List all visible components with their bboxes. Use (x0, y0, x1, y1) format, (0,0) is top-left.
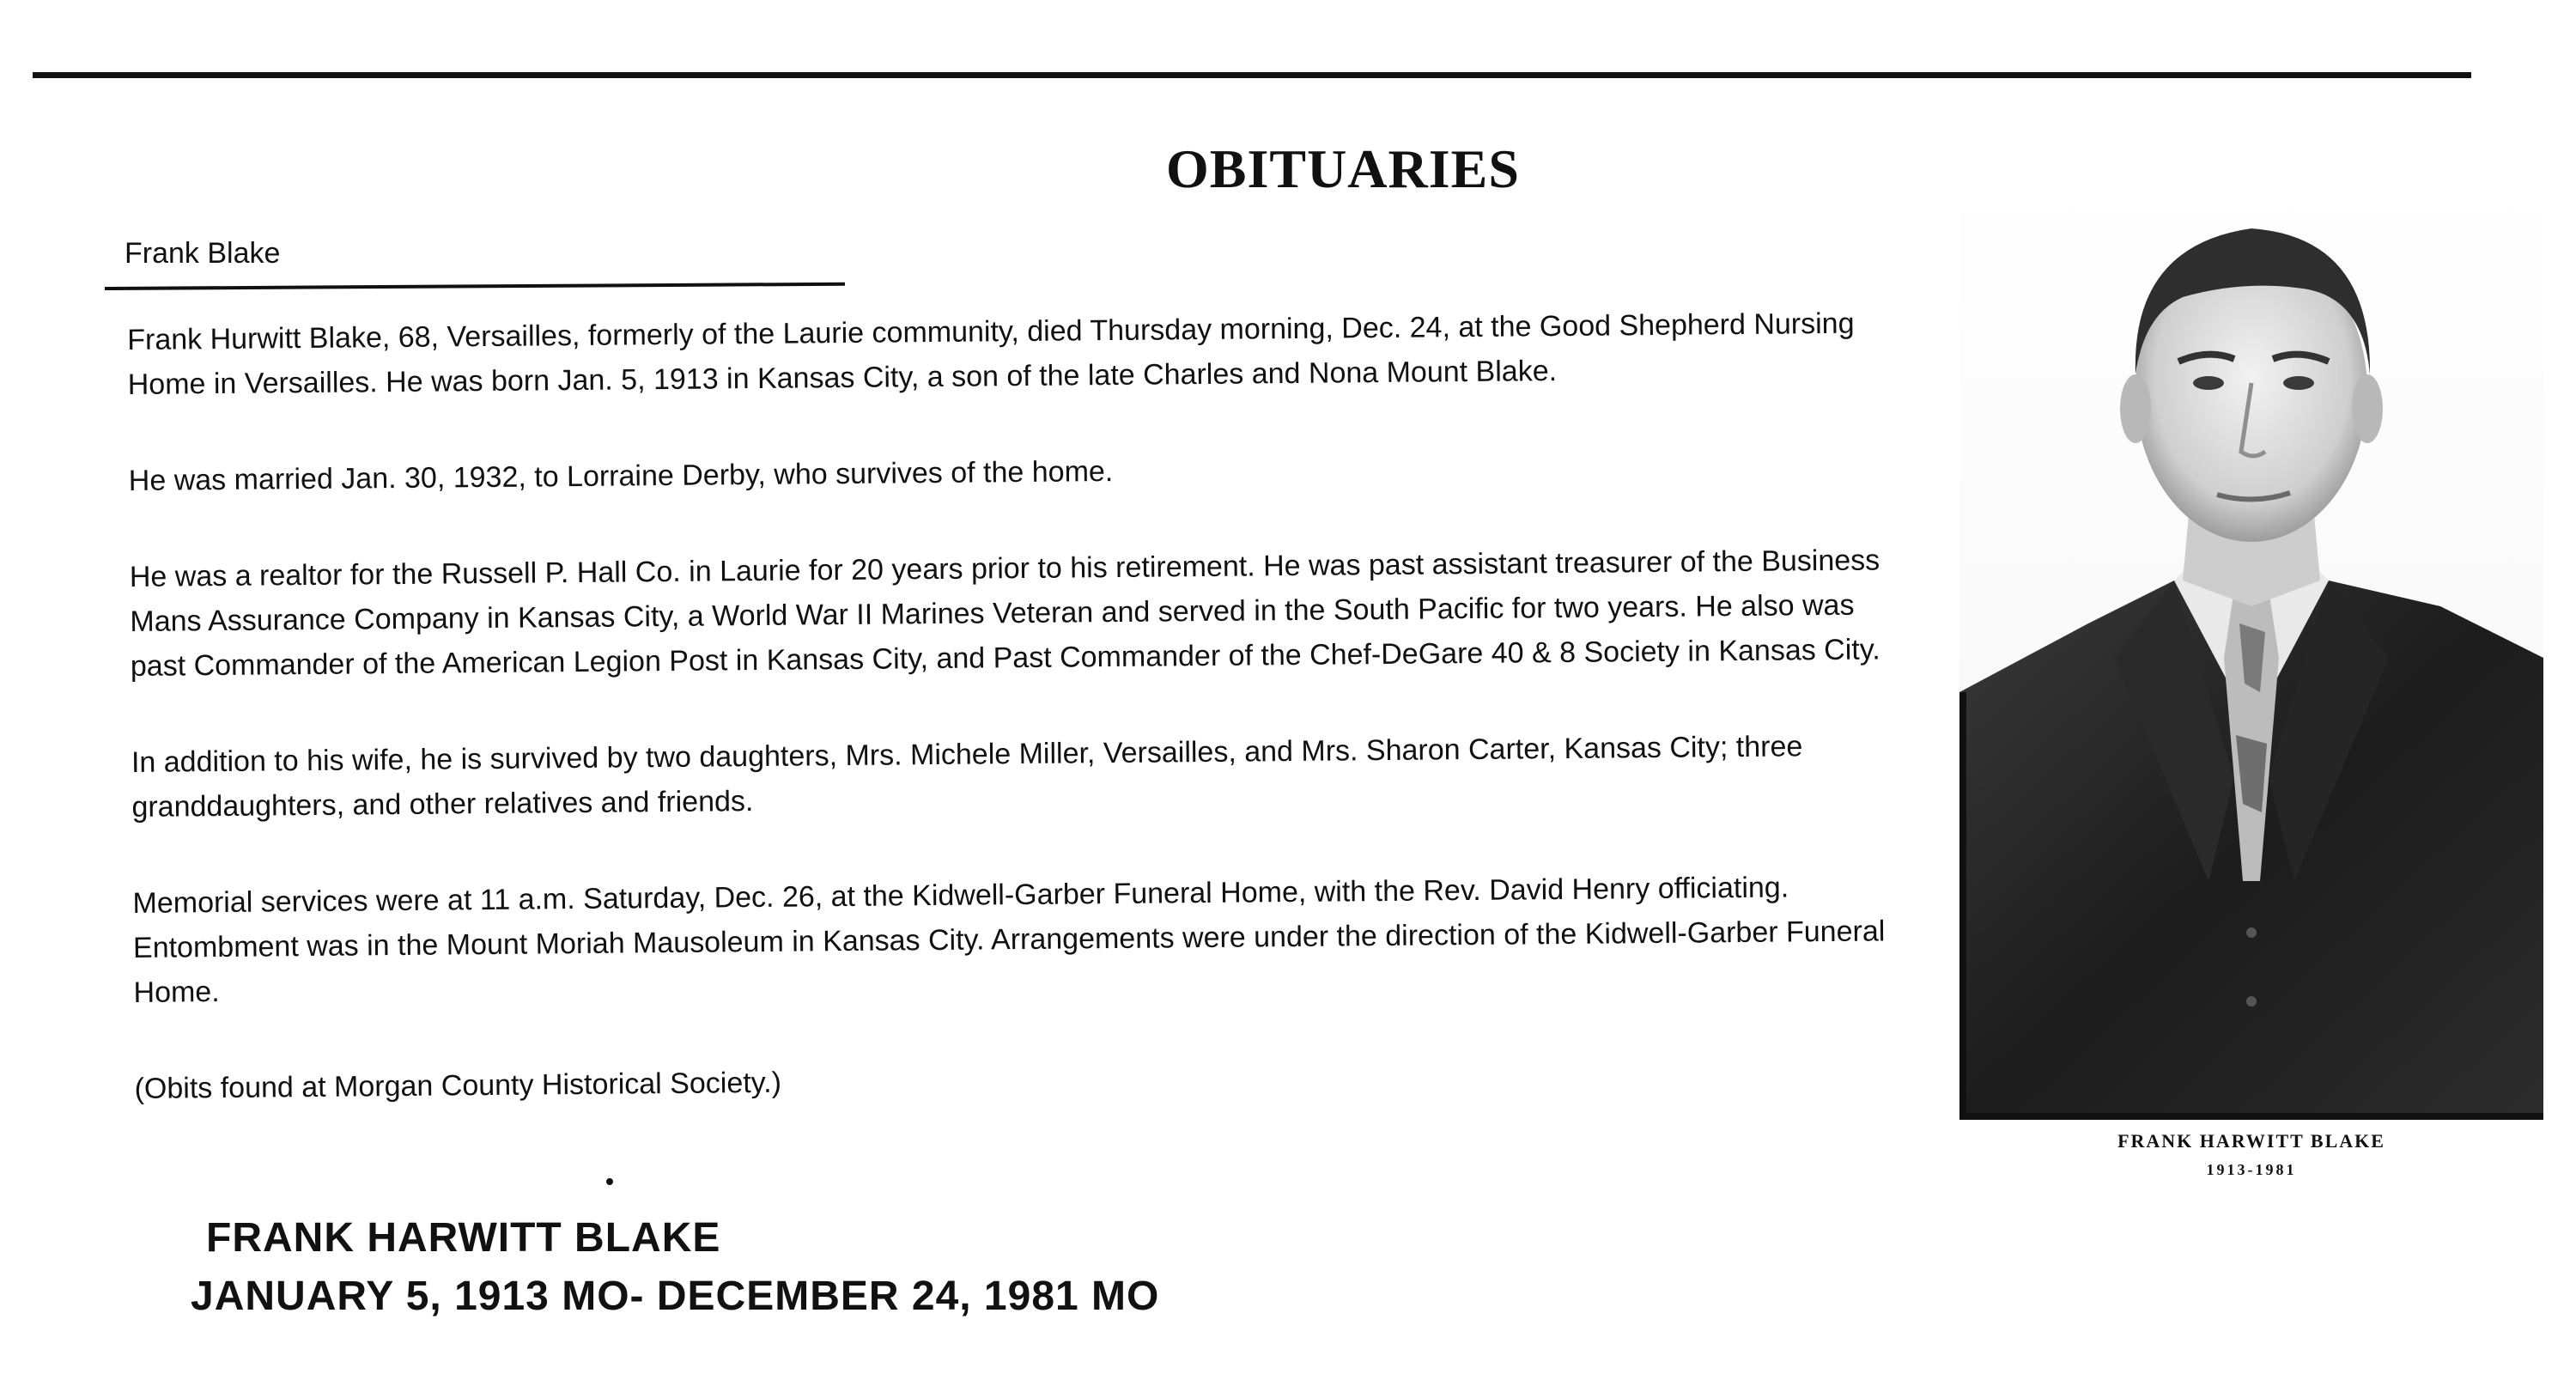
paragraph-biography: Frank Hurwitt Blake, 68, Versailles, formerly of the Laurie community, died Thursday morning, Dec. 24, at the Good Shepherd Nursing Home in Versailles. He was born Jan. 5, 1913 in Kansas City, a son of the late Charles and Nona Mount Blake. (127, 307, 1855, 401)
paragraph-marriage: He was married Jan. 30, 1932, to Lorraine Derby, who survives of the home. (128, 454, 1114, 497)
obituary-name-label: Frank Blake (125, 237, 281, 270)
top-rule (33, 72, 2471, 78)
obituary-body (127, 301, 1895, 1163)
paragraph-survivors: In addition to his wife, he is survived by two daughters, Mrs. Michele Miller, Versailles, and Mrs. Sharon Carter, Kansas City; three granddaughters, and other relatives and friends. (131, 730, 1803, 824)
footer-dates: JANUARY 5, 1913 MO- DECEMBER 24, 1981 MO (191, 1274, 1160, 1319)
page-title: OBITUARIES (1166, 138, 1520, 199)
paragraph-career: He was a realtor for the Russell P. Hall Co. in Laurie for 20 years prior to his retirement. He was past assistant treasurer of the Business Mans Assurance Company in Kansas City, a World War II Marines Veteran and served in the South Pacific for two years. He also was past Commander of the American Legion Post in Kansas City, and Past Commander of the Chef-DeGare 40 & 8 Society in Kansas City. (129, 544, 1880, 683)
footer-name: FRANK HARWITT BLAKE (206, 1215, 721, 1261)
portrait-photo (1959, 177, 2543, 1120)
portrait-image (1959, 177, 2543, 1120)
photo-caption-years: 1913-1981 (2206, 1161, 2297, 1178)
stray-dot (606, 1178, 613, 1185)
paragraph-services: Memorial services were at 11 a.m. Saturday, Dec. 26, at the Kidwell-Garber Funeral Home, with the Rev. David Henry officiating. Entombment was in the Mount Moriah Mausoleum in Kansas City. Arrangements were under the direction of the Kidwell-Garber Funeral Home. (132, 871, 1886, 1009)
source-note: (Obits found at Morgan County Historical Society.) (134, 1066, 782, 1105)
photo-caption-name: FRANK HARWITT BLAKE (2117, 1130, 2385, 1152)
name-underline (105, 283, 845, 290)
